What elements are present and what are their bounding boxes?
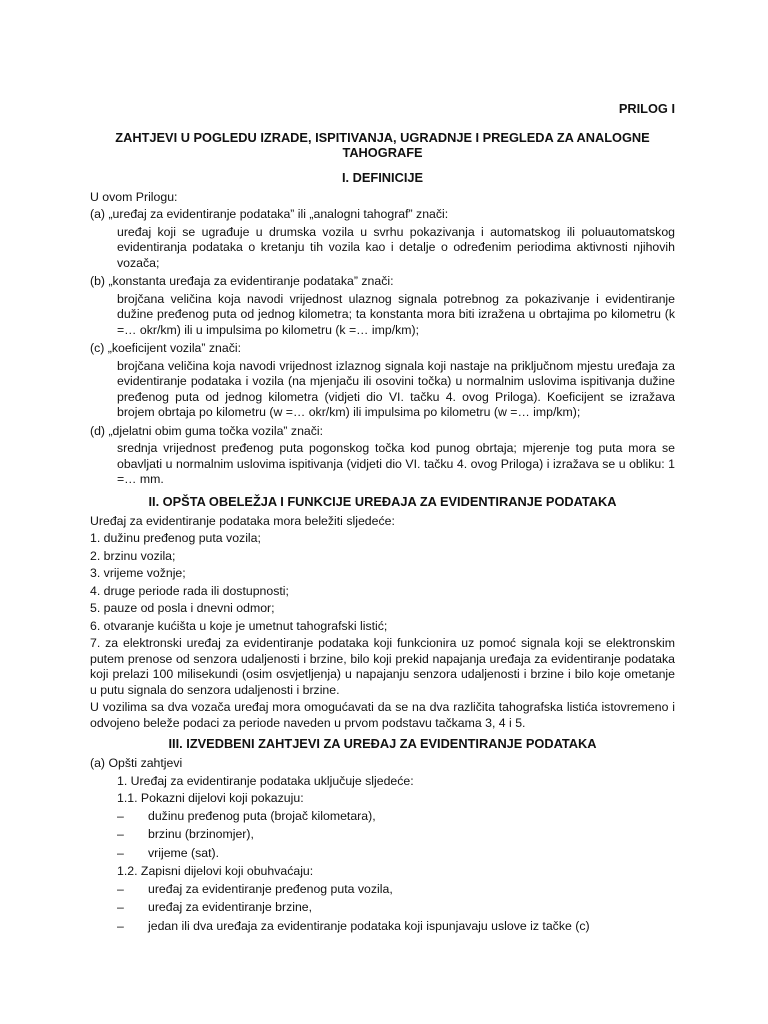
dash-bullet: – bbox=[117, 881, 124, 896]
dash-list-item bbox=[117, 846, 675, 861]
list-item: 5. pauze od posla i dnevni odmor; bbox=[90, 601, 275, 616]
dash-item-text: brzinu (brzinomjer), bbox=[148, 827, 254, 842]
section-heading-performance-requirements: III. IZVEDBENI ZAHTJEVI ZA UREĐAJ ZA EVIDENTIRANJE PODATAKA bbox=[168, 736, 597, 752]
section-intro: Uređaj za evidentiranje podataka mora beležiti sljedeće: bbox=[90, 513, 395, 528]
dash-bullet: – bbox=[117, 827, 124, 842]
definition-text: uređaj koji se ugrađuje u drumska vozila u svrhu pokazivanja i automatskog ili poluautomatskog evidentiranja podataka o kretanju tih vozila kao i detalje o određenim periodima aktivnosti njihovih vozača; bbox=[117, 224, 675, 270]
definition-text: brojčana veličina koja navodi vrijednost izlaznog signala koji nastaje na priključnom mjestu uređaja za evidentiranje podataka i vozila (na mjenjaču ili osovini točka) u normalnim uslovima ispitivanja dužine pređenog puta od jednog kilometra (vidjeti dio VI. tačku 4. ovog Priloga). Koeficijent se izražava brojem obrtaja po kilometru (w =… okr/km) ili impulsima po kilometru (w =… imp/km); bbox=[117, 358, 675, 420]
section-heading-definitions: I. DEFINICIJE bbox=[341, 169, 424, 185]
dash-bullet: – bbox=[117, 900, 124, 915]
definition-term: (d) „djelatni obim guma točka vozila” znači: bbox=[90, 423, 324, 438]
section-closing-paragraph: U vozilima sa dva vozača uređaj mora omogućavati da se na dva različita tahografska listića istovremeno i odvojeno beleže podaci za periode naveden u prvom podstavu tačkama 3, 4 i 5. bbox=[90, 700, 675, 730]
dash-list-item bbox=[117, 900, 675, 915]
dash-list-item bbox=[117, 882, 675, 897]
document-title: ZAHTJEVI U POGLEDU IZRADE, ISPITIVANJA, UGRADNJE I PREGLEDA ZA ANALOGNE TAHOGRAFE bbox=[115, 130, 650, 161]
dash-bullet: – bbox=[117, 845, 124, 860]
dash-item-text: vrijeme (sat). bbox=[148, 845, 220, 860]
section-heading-general-features: II. OPŠTA OBELEŽJA I FUNKCIJE UREĐAJA ZA EVIDENTIRANJE PODATAKA bbox=[148, 493, 617, 509]
dash-item-text: uređaj za evidentiranje pređenog puta vozila, bbox=[148, 881, 393, 896]
definition-term: (a) „uređaj za evidentiranje podataka” ili „analogni tahograf” znači: bbox=[90, 207, 449, 222]
definition-term: (c) „koeficijent vozila” znači: bbox=[90, 341, 242, 356]
document-page bbox=[90, 101, 675, 937]
dash-list-item bbox=[117, 919, 675, 934]
dash-list-item bbox=[117, 809, 675, 824]
dash-item-text: jedan ili dva uređaja za evidentiranje podataka koji ispunjavaju uslove iz tačke (c) bbox=[148, 918, 590, 933]
list-item: 6. otvaranje kućišta u koje je umetnut tahografski listić; bbox=[90, 618, 388, 633]
list-item: 1. dužinu pređenog puta vozila; bbox=[90, 531, 261, 546]
annex-label: PRILOG I bbox=[618, 101, 675, 116]
requirement-item: 1. Uređaj za evidentiranje podataka uključuje sljedeće: bbox=[117, 773, 414, 788]
subsection-label: (a) Opšti zahtjevi bbox=[90, 756, 183, 771]
requirement-subitem: 1.2. Zapisni dijelovi koji obuhvaćaju: bbox=[117, 864, 314, 879]
dash-item-text: dužinu pređenog puta (brojač kilometara), bbox=[148, 808, 376, 823]
section-intro: U ovom Prilogu: bbox=[90, 189, 178, 204]
list-item: 3. vrijeme vožnje; bbox=[90, 566, 186, 581]
definition-text: brojčana veličina koja navodi vrijednost ulaznog signala potrebnog za pokazivanje i evidentiranje dužine pređenog puta od jednog kilometra; ta konstanta mora biti izražena u obrtajima po kilometru (k =… okr/km) ili u impulsima po kilometru (k =… imp/km); bbox=[117, 291, 675, 337]
definition-text: srednja vrijednost pređenog puta pogonskog točka kod punog obrtaja; mjerenje tog puta mora se obavljati u normalnim uslovima ispitivanja (vidjeti dio VI. tačku 4. ovog Priloga) i izražava se u obliku: 1 =… mm. bbox=[117, 441, 675, 487]
dash-list-item bbox=[117, 827, 675, 842]
dash-bullet: – bbox=[117, 808, 124, 823]
dash-bullet: – bbox=[117, 918, 124, 933]
list-item: 7. za elektronski uređaj za evidentiranje podataka koji funkcionira uz pomoć signala koji se elektronskim putem prenose od senzora udaljenosti i brzine, bilo koji prekid napajanja uređaja za evidentiranje podataka koji prelazi 100 milisekundi (osim osvjetljenja) u napajanju senzora udaljenosti i brzine i bilo koje ometanje u putu signala do senzora udaljenosti i brzine. bbox=[90, 636, 675, 697]
dash-item-text: uređaj za evidentiranje brzine, bbox=[148, 900, 313, 915]
list-item: 4. druge periode rada ili dostupnosti; bbox=[90, 583, 289, 598]
definition-term: (b) „konstanta uređaja za evidentiranje podataka” znači: bbox=[90, 274, 394, 289]
list-item: 2. brzinu vozila; bbox=[90, 548, 176, 563]
requirement-subitem: 1.1. Pokazni dijelovi koji pokazuju: bbox=[117, 791, 304, 806]
